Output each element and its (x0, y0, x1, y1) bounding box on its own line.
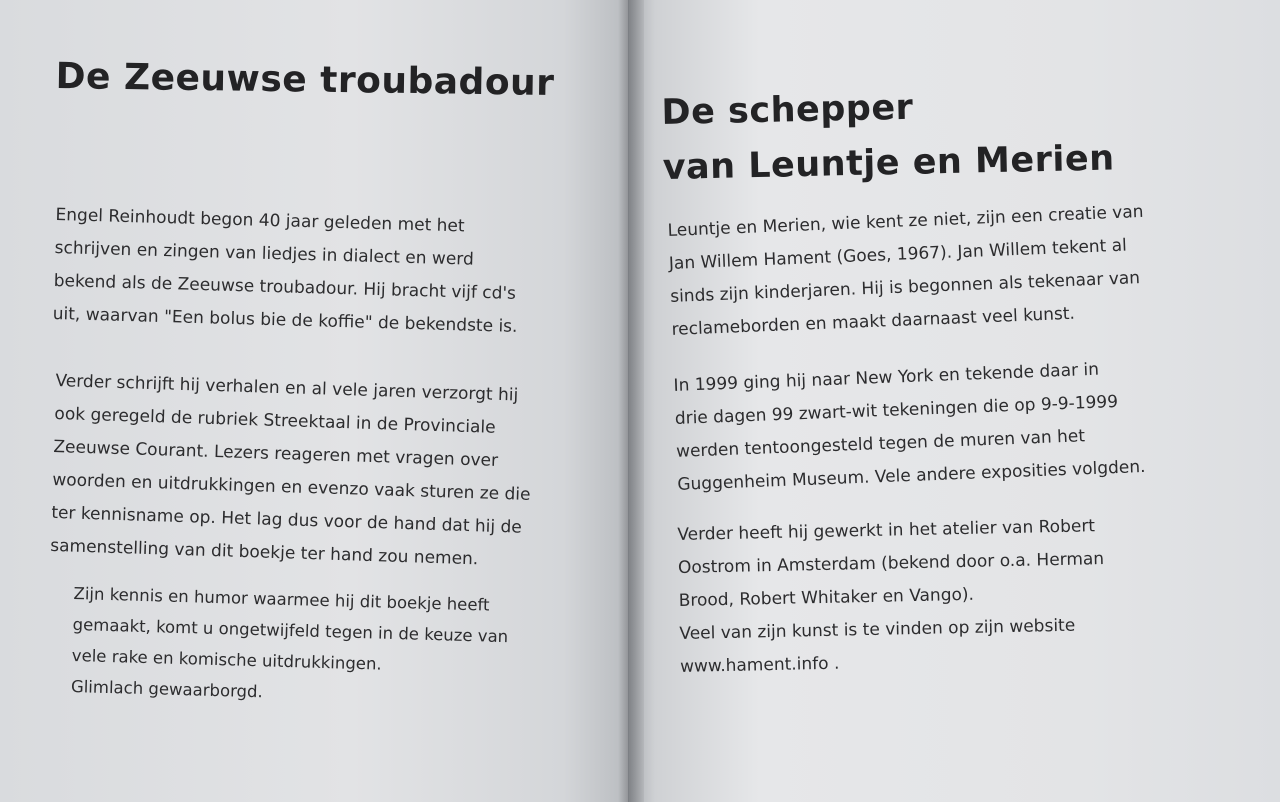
text-line: uit, waarvan "Een bolus bie de koffie" de bekendste is. (52, 303, 518, 337)
text-line: drie dagen 99 zwart-wit tekeningen die op 9-9-1999 (674, 391, 1119, 429)
text-line: sinds zijn kinderjaren. Hij is begonnen als tekenaar van (669, 268, 1141, 307)
text-line: Glimlach gewaarborgd. (70, 676, 264, 702)
right-paragraph-2 (673, 352, 1146, 502)
text-line: In 1999 ging hij naar New York en tekende daar in (673, 359, 1100, 396)
left-paragraph-3 (71, 578, 510, 714)
text-line: gemaakt, komt u ongetwijfeld tegen in de keuze van (72, 614, 509, 647)
text-line: Leuntje en Merien, wie kent ze niet, zijn een creatie van (667, 201, 1144, 241)
text-line: vele rake en komische uitdrukkingen. (71, 645, 382, 674)
text-line: ook geregeld de rubriek Streektaal in de Provinciale (54, 403, 496, 438)
text-line: woorden en uitdrukkingen en evenzo vaak sturen ze die (52, 469, 531, 505)
left-paragraph-1 (52, 199, 520, 344)
text-line: Veel van zijn kunst is te vinden op zijn website (679, 615, 1076, 644)
text-line: Oostrom in Amsterdam (bekend door o.a. Herman (677, 549, 1105, 578)
text-line: Zijn kennis en humor waarmee hij dit boekje heeft (73, 583, 490, 615)
text-line: reclameborden en maakt daarnaast veel kunst. (671, 303, 1076, 340)
text-line: Engel Reinhoudt begon 40 jaar geleden met het (55, 204, 465, 237)
text-line: Guggenheim Museum. Vele andere exposities volgden. (677, 456, 1146, 495)
left-page-title: De Zeeuwse troubadour (55, 56, 555, 104)
text-line: Zeeuwse Courant. Lezers reageren met vragen over (53, 436, 499, 471)
left-paragraph-2 (50, 365, 534, 578)
text-line: bekend als de Zeeuwse troubadour. Hij bracht vijf cd's (53, 270, 517, 304)
text-line: werden tentoongesteld tegen de muren van het (675, 426, 1086, 462)
book-gutter-shadow (618, 0, 644, 802)
text-line: ter kennisname op. Het lag dus voor de hand dat hij de (51, 502, 523, 538)
text-line: Verder schrijft hij verhalen en al vele jaren verzorgt hij (55, 370, 519, 406)
right-page-title (661, 77, 1115, 196)
text-line: Brood, Robert Whitaker en Vango). (678, 584, 975, 611)
title-line: De schepper (661, 87, 914, 133)
text-line: Jan Willem Hament (Goes, 1967). Jan Willem tekent al (668, 235, 1128, 274)
text-line: samenstelling van dit boekje ter hand zou nemen. (50, 535, 479, 570)
title-line: van Leuntje en Merien (662, 138, 1115, 188)
right-paragraph-1 (667, 196, 1148, 347)
text-line: schrijven en zingen van liedjes in dialect en werd (54, 237, 475, 270)
right-paragraph-3 (677, 510, 1107, 684)
text-line: Verder heeft hij gewerkt in het atelier van Robert (677, 516, 1096, 545)
website-link: www.hament.info . (679, 653, 840, 677)
right-page (628, 0, 1280, 802)
